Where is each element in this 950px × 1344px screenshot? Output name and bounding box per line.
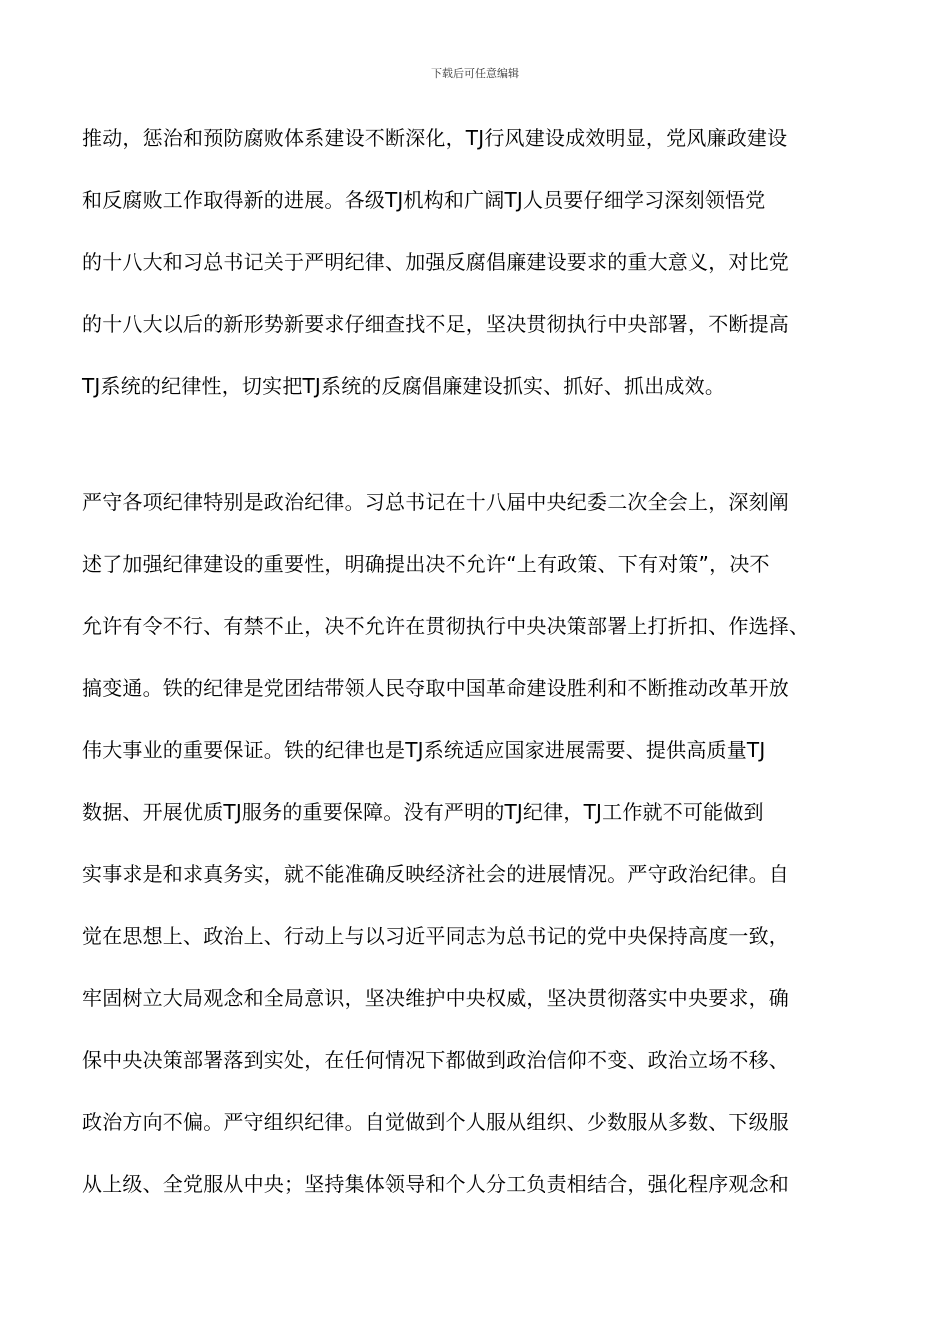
paragraph-line: 数据、开展优质TJ服务的重要保障。没有严明的TJ纪律，TJ工作就不可能做到 — [82, 800, 764, 824]
paragraph-line: 觉在思想上、政治上、行动上与以习近平同志为总书记的党中央保持高度一致， — [82, 924, 789, 948]
paragraph-line: 允许有令不行、有禁不止，决不允许在贯彻执行中央决策部署上打折扣、作选择、 — [82, 614, 810, 638]
page-header-note: 下载后可任意编辑 — [431, 67, 519, 80]
paragraph-line: 实事求是和求真务实，就不能准确反映经济社会的进展情况。严守政治纪律。自 — [82, 862, 789, 886]
paragraph-line: 和反腐败工作取得新的进展。各级TJ机构和广阔TJ人员要仔细学习深刻领悟党 — [82, 188, 766, 212]
paragraph-line: 述了加强纪律建设的重要性，明确提出决不允许“上有政策、下有对策”，决不 — [82, 552, 770, 576]
paragraph-line: 搞变通。铁的纪律是党团结带领人民夺取中国革命建设胜利和不断推动改革开放 — [82, 676, 789, 700]
paragraph-line: 保中央决策部署落到实处，在任何情况下都做到政治信仰不变、政治立场不移、 — [82, 1048, 789, 1072]
paragraph-line: 的十八大和习总书记关于严明纪律、加强反腐倡廉建设要求的重大意义，对比党 — [82, 250, 789, 274]
paragraph-line: 推动，惩治和预防腐败体系建设不断深化，TJ行风建设成效明显，党风廉政建设 — [82, 126, 788, 150]
paragraph-line: TJ系统的纪律性，切实把TJ系统的反腐倡廉建设抓实、抓好、抓出成效。 — [82, 374, 726, 398]
paragraph-line: 牢固树立大局观念和全局意识，坚决维护中央权威，坚决贯彻落实中央要求，确 — [82, 986, 789, 1010]
paragraph-line: 的十八大以后的新形势新要求仔细查找不足，坚决贯彻执行中央部署，不断提高 — [82, 312, 789, 336]
paragraph-line: 伟大事业的重要保证。铁的纪律也是TJ系统适应国家进展需要、提供高质量TJ — [82, 738, 766, 762]
paragraph-line: 严守各项纪律特别是政治纪律。习总书记在十八届中央纪委二次全会上，深刻阐 — [82, 490, 789, 514]
paragraph-line: 政治方向不偏。严守组织纪律。自觉做到个人服从组织、少数服从多数、下级服 — [82, 1110, 789, 1134]
paragraph-line: 从上级、全党服从中央；坚持集体领导和个人分工负责相结合，强化程序观念和 — [82, 1172, 789, 1196]
